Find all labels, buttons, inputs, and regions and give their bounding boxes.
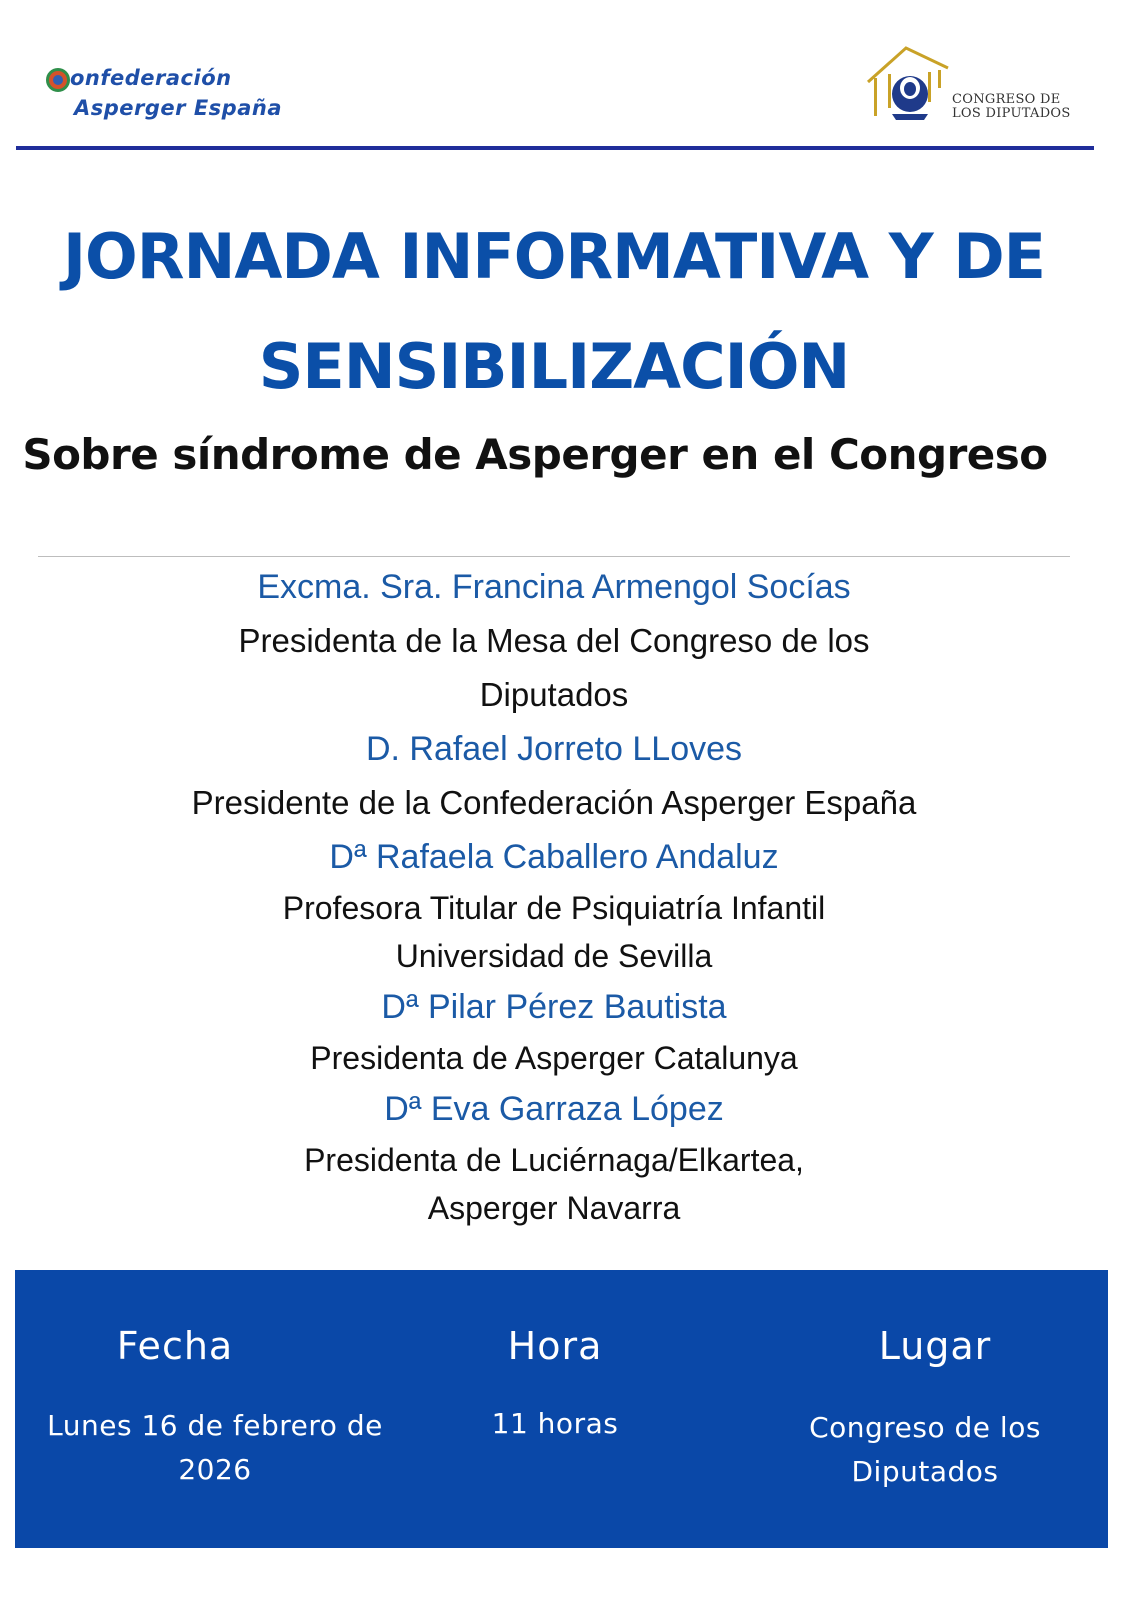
speaker-role: Diputados <box>479 676 629 713</box>
section-divider <box>38 556 1070 557</box>
speakers-list <box>0 560 1108 1232</box>
lugar-value-line1: Congreso de los <box>809 1411 1041 1444</box>
hora-label: Hora <box>507 1324 603 1368</box>
logo-ring-icon <box>46 68 70 92</box>
congreso-logo-line1: CONGRESO DE <box>952 92 1061 107</box>
lion-emblem-icon <box>866 44 950 124</box>
title-line1: JORNADA INFORMATIVA Y DE <box>62 220 1046 293</box>
event-details-panel <box>15 1270 1108 1548</box>
speaker-3 <box>0 830 1108 980</box>
lugar-value-line2: Diputados <box>851 1455 999 1488</box>
speaker-2 <box>0 722 1108 830</box>
congreso-logo <box>866 44 1071 128</box>
lugar-value <box>775 1406 1075 1494</box>
lugar-label: Lugar <box>878 1324 992 1368</box>
speaker-role: Presidenta de la Mesa del Congreso de los <box>238 622 870 659</box>
congreso-logo-line2: LOS DIPUTADOS <box>952 106 1071 121</box>
confederacion-asperger-logo <box>46 64 306 128</box>
speaker-name: Excma. Sra. Francina Armengol Socías <box>257 568 851 606</box>
fecha-value-line1: Lunes 16 de febrero de <box>47 1409 383 1442</box>
speaker-role: Universidad de Sevilla <box>395 938 713 974</box>
fecha-value-line2: 2026 <box>178 1453 252 1486</box>
speaker-name: Dª Eva Garraza López <box>384 1090 724 1128</box>
fecha-value <box>35 1404 395 1492</box>
header-divider <box>16 146 1094 150</box>
title-line2: SENSIBILIZACIÓN <box>258 330 850 403</box>
speaker-role: Profesora Titular de Psiquiatría Infantil <box>282 890 826 926</box>
fecha-label: Fecha <box>116 1324 234 1368</box>
logo-text-line2: Asperger España <box>74 96 282 120</box>
speaker-4 <box>0 980 1108 1082</box>
subtitle: Sobre síndrome de Asperger en el Congreso <box>22 430 1048 479</box>
speaker-role: Asperger Navarra <box>427 1190 681 1226</box>
speaker-role: Presidenta de Luciérnaga/Elkartea, <box>304 1142 804 1178</box>
logo-text-line1: onfederación <box>70 66 232 90</box>
speaker-name: D. Rafael Jorreto LLoves <box>365 730 743 768</box>
hora-value: 11 horas <box>491 1407 619 1440</box>
speaker-5 <box>0 1082 1108 1232</box>
speaker-role: Presidente de la Confederación Asperger España <box>191 784 917 821</box>
speaker-name: Dª Rafaela Caballero Andaluz <box>329 838 779 876</box>
speaker-1 <box>0 560 1108 722</box>
speaker-role: Presidenta de Asperger Catalunya <box>310 1040 798 1076</box>
speaker-name: Dª Pilar Pérez Bautista <box>381 988 727 1026</box>
